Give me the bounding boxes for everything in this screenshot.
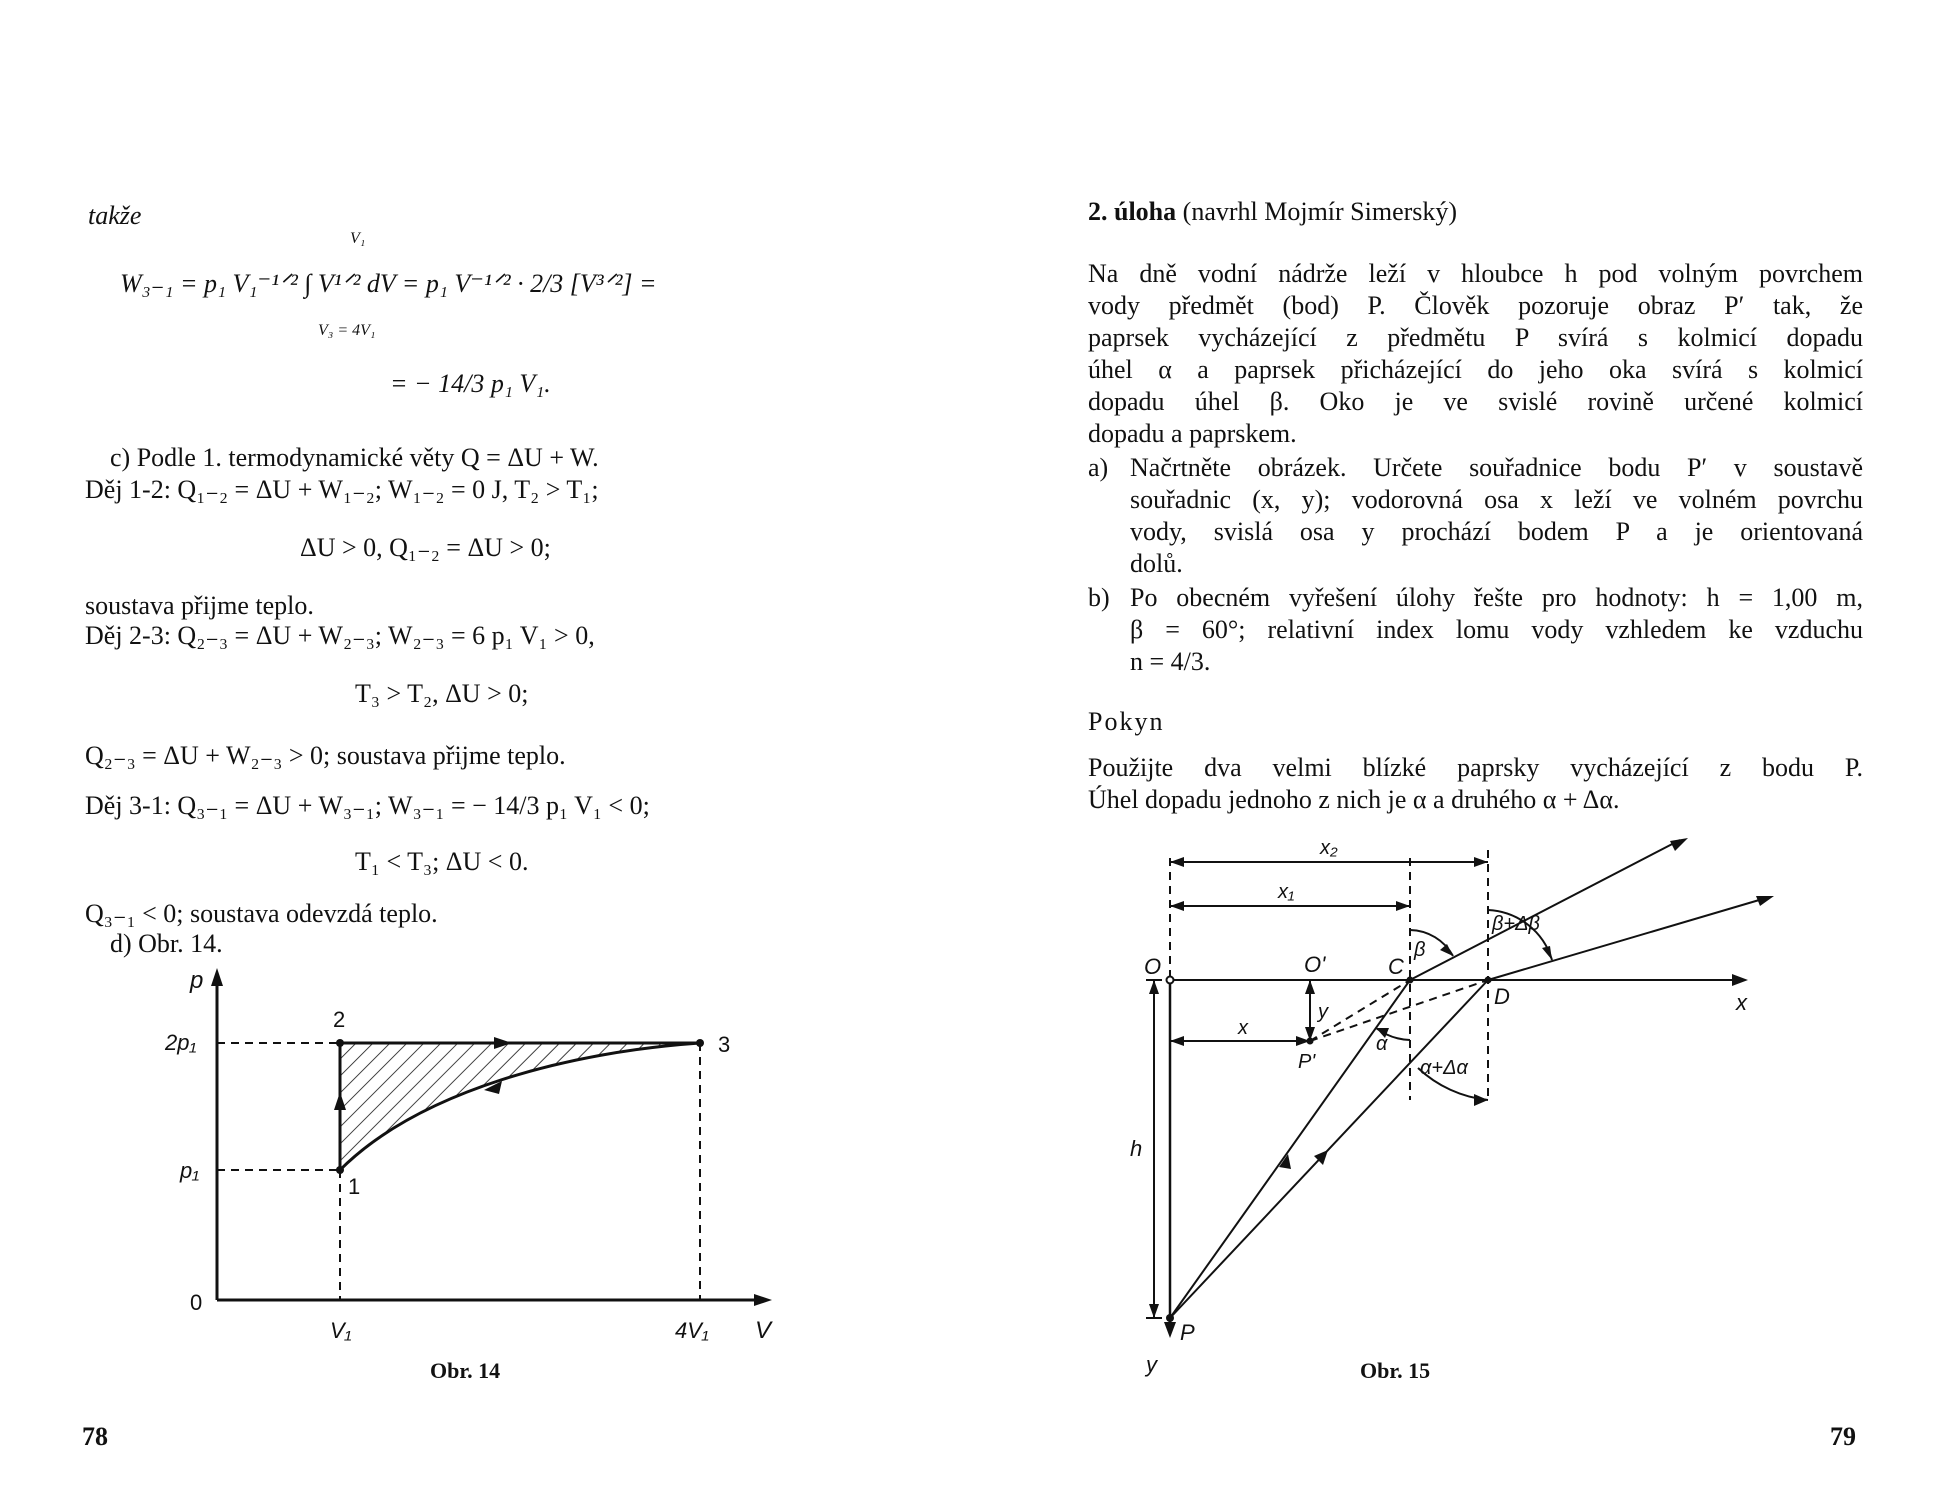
label-h: h xyxy=(1130,1136,1143,1161)
para1-line-2: vody předmět (bod) P. Člověk pozoruje obraz P′ tak, že xyxy=(1088,291,1863,320)
point-2 xyxy=(336,1039,344,1047)
figure-reference: d) Obr. 14. xyxy=(110,929,223,958)
p-axis-label: p xyxy=(190,967,204,994)
page-number-right: 79 xyxy=(1830,1422,1856,1451)
item-a-line-4: dolů. xyxy=(1130,549,1183,578)
item-a-line-2: souřadnic (x, y); vodorovná osa x leží ve volném povrchu xyxy=(1130,485,1863,514)
point-3 xyxy=(696,1039,704,1047)
item-b-line-3: n = 4/3. xyxy=(1130,647,1211,676)
para1-line-5: dopadu úhel β. Oko je ve svislé rovině určené kolmicí xyxy=(1088,387,1863,416)
tick-v1: V₁ xyxy=(330,1318,352,1343)
problem-title-number: 2. úloha xyxy=(1088,197,1177,226)
work-equation-line1: W₃₋₁ = p₁ V₁⁻¹ᐟ² ∫ V¹ᐟ² dV = p₁ V⁻¹ᐟ² · 2/3 [V³ᐟ²] = xyxy=(120,269,657,298)
y-axis-arrow xyxy=(1164,1322,1176,1338)
item-b-line-2: β = 60°; relativní index lomu vody vzhledem ke vzduchu xyxy=(1130,615,1863,644)
label-o: O xyxy=(1144,954,1162,979)
point-p xyxy=(1166,1314,1174,1322)
para1-line-6: dopadu a paprskem. xyxy=(1088,419,1297,448)
process-23-line: Děj 2-3: Q₂₋₃ = ΔU + W₂₋₃; W₂₋₃ = 6 p₁ V₁ > 0, xyxy=(85,621,595,650)
para1-line-4: úhel α a paprsek přicházející do jeho oka svírá s kolmicí xyxy=(1088,355,1863,384)
point-d xyxy=(1485,977,1492,984)
process-31-result: T₁ < T₃; ΔU < 0. xyxy=(355,847,529,876)
process-12-line: Děj 1-2: Q₁₋₂ = ΔU + W₁₋₂; W₁₋₂ = 0 J, T₂ > T₁; xyxy=(85,475,599,504)
label-y-segment: y xyxy=(1318,1001,1328,1023)
hint-heading: Pokyn xyxy=(1088,707,1165,736)
label-p: P xyxy=(1180,1320,1195,1345)
point-1 xyxy=(336,1166,344,1174)
label-x-segment: x xyxy=(1238,1017,1248,1039)
cycle-area xyxy=(340,1043,700,1170)
right-page xyxy=(978,0,1956,1500)
work-equation-line2: = − 14/3 p₁ V₁. xyxy=(390,369,551,398)
process-23-result: T₃ > T₂, ΔU > 0; xyxy=(355,679,529,708)
figure-15-caption: Obr. 15 xyxy=(1360,1358,1431,1383)
process-12-result: ΔU > 0, Q₁₋₂ = ΔU > 0; xyxy=(300,533,551,562)
item-b-label: b) xyxy=(1088,583,1110,612)
takze-text: takže xyxy=(88,201,142,230)
label-p-prime: P' xyxy=(1298,1051,1316,1073)
x-axis-arrow xyxy=(1732,974,1748,986)
point-3-label: 3 xyxy=(718,1032,731,1057)
hint-line-1: Použijte dva velmi blízké paprsky vycházející z bodu P. xyxy=(1088,753,1863,782)
para1-line-1: Na dně vodní nádrže leží v hloubce h pod volným povrchem xyxy=(1088,259,1863,288)
label-x2: x₂ xyxy=(1320,838,1338,859)
label-beta-delta: β+Δβ xyxy=(1492,913,1540,935)
problem-title-author: (navrhl Mojmír Simerský) xyxy=(1176,197,1458,226)
page-number-left: 78 xyxy=(82,1422,108,1451)
item-b-line-1: Po obecném vyřešení úlohy řešte pro hodnoty: h = 1,00 m, xyxy=(1130,583,1863,612)
label-alpha: α xyxy=(1376,1033,1388,1055)
label-beta: β xyxy=(1414,939,1426,961)
label-y-axis: y xyxy=(1146,1352,1157,1377)
refracted-ray-d xyxy=(1488,898,1766,980)
tick-2p1: 2p₁ xyxy=(165,1030,197,1055)
process-23-conclusion: Q₂₋₃ = ΔU + W₂₋₃ > 0; soustava přijme teplo. xyxy=(85,741,566,770)
label-x1: x₁ xyxy=(1278,881,1295,903)
point-p-prime xyxy=(1307,1038,1314,1045)
process-12-conclusion: soustava přijme teplo. xyxy=(85,591,314,620)
figure-14-caption: Obr. 14 xyxy=(430,1358,501,1383)
point-2-label: 2 xyxy=(333,1007,346,1032)
apparent-ray-d xyxy=(1310,980,1488,1041)
point-o xyxy=(1167,977,1174,984)
tick-4v1: 4V₁ xyxy=(675,1318,709,1343)
item-a-label: a) xyxy=(1088,453,1109,482)
point-c xyxy=(1407,977,1414,984)
item-a-line-3: vody, svislá osa y prochází bodem P a je orientovaná xyxy=(1130,517,1863,546)
process-31-line: Děj 3-1: Q₃₋₁ = ΔU + W₃₋₁; W₃₋₁ = − 14/3 p₁ V₁ < 0; xyxy=(85,791,650,820)
point-1-label: 1 xyxy=(348,1174,361,1199)
label-d: D xyxy=(1494,984,1510,1009)
tick-p1: p₁ xyxy=(180,1158,200,1183)
ray-p-to-d xyxy=(1170,980,1488,1318)
v-axis-arrow xyxy=(754,1294,772,1306)
integral-lower-limit: V₃ = 4V₁ xyxy=(318,322,376,339)
integral-upper-limit: V₁ xyxy=(350,230,366,247)
origin-label: 0 xyxy=(190,1290,203,1315)
hint-line-2: Úhel dopadu jednoho z nich je α a druhého α + Δα. xyxy=(1088,785,1620,814)
label-o-prime: O' xyxy=(1304,952,1326,977)
problem-title xyxy=(1088,196,1457,228)
figure-15-refraction-diagram xyxy=(1108,838,1808,1390)
label-alpha-delta: α+Δα xyxy=(1420,1057,1468,1079)
label-c: C xyxy=(1388,954,1404,979)
p-axis-arrow xyxy=(211,968,223,986)
figure-14-pv-diagram xyxy=(150,960,790,1360)
thermo-law-line: c) Podle 1. termodynamické věty Q = ΔU + W. xyxy=(110,443,599,472)
process-31-conclusion: Q₃₋₁ < 0; soustava odevzdá teplo. xyxy=(85,899,438,928)
v-axis-label: V xyxy=(755,1317,772,1344)
item-a-line-1: Načrtněte obrázek. Určete souřadnice bodu P′ v soustavě xyxy=(1130,453,1863,482)
para1-line-3: paprsek vycházející z předmětu P svírá s kolmicí dopadu xyxy=(1088,323,1863,352)
ray-p-to-c xyxy=(1170,980,1410,1318)
label-x-axis: x xyxy=(1736,990,1747,1015)
